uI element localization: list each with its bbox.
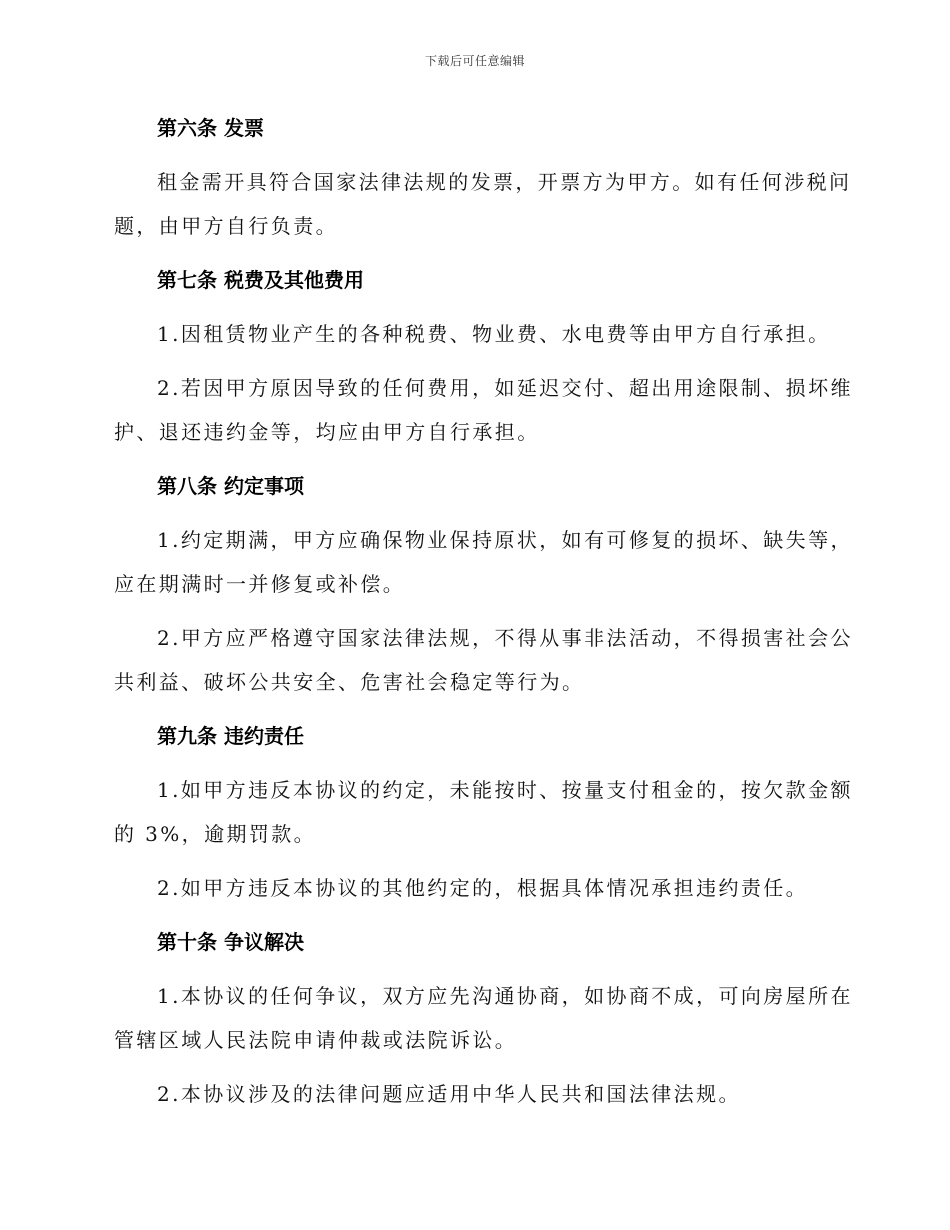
paragraph: [114, 1072, 834, 1116]
paragraph-line: 租金需开具符合国家法律法规的发票，开票方为甲方。如有任何涉税问: [157, 170, 852, 194]
article-heading: 第六条 发票: [157, 116, 264, 140]
paragraph-line: 1.约定期满，甲方应确保物业保持原状，如有可修复的损坏、缺失等，: [157, 528, 853, 552]
paragraph: [114, 160, 852, 248]
paragraph: [114, 866, 834, 910]
article-six: [114, 106, 852, 248]
article-nine: [114, 714, 853, 910]
article-ten: [114, 920, 853, 1116]
paragraph: [114, 312, 834, 356]
paragraph: [114, 366, 853, 454]
paragraph-line: 1.本协议的任何争议，双方应先沟通协商，如协商不成，可向房屋所在: [157, 984, 853, 1008]
paragraph: [114, 974, 853, 1062]
document-body: [114, 106, 853, 1126]
paragraph-line: 题，由甲方自行负责。: [114, 214, 338, 238]
article-heading: 第十条 争议解决: [157, 930, 304, 954]
paragraph-line: 2.本协议涉及的法律问题应适用中华人民共和国法律法规。: [157, 1082, 741, 1106]
paragraph-line: 1.因租赁物业产生的各种税费、物业费、水电费等由甲方自行承担。: [157, 322, 831, 346]
article-eight: [114, 464, 853, 704]
paragraph-line: 2.若因甲方原因导致的任何费用，如延迟交付、超出用途限制、损坏维: [157, 376, 853, 400]
article-heading: 第七条 税费及其他费用: [157, 268, 364, 292]
paragraph-line: 1.如甲方违反本协议的约定，未能按时、按量支付租金的，按欠款金额: [157, 778, 853, 802]
paragraph-line: 应在期满时一并修复或补偿。: [114, 572, 406, 596]
paragraph-line: 护、退还违约金等，均应由甲方自行承担。: [114, 420, 540, 444]
article-heading: 第八条 约定事项: [157, 474, 304, 498]
article-seven: [114, 258, 853, 454]
page-header-note: 下载后可任意编辑: [424, 54, 525, 68]
paragraph-line: 2.如甲方违反本协议的其他约定的，根据具体情况承担违约责任。: [157, 876, 809, 900]
paragraph-line: 共利益、破坏公共安全、危害社会稳定等行为。: [114, 670, 585, 694]
paragraph: [114, 518, 853, 606]
article-heading: 第九条 违约责任: [157, 724, 304, 748]
paragraph-line: 管辖区域人民法院申请仲裁或法院诉讼。: [114, 1028, 518, 1052]
paragraph-line: 2.甲方应严格遵守国家法律法规，不得从事非法活动，不得损害社会公: [157, 626, 853, 650]
paragraph: [114, 616, 853, 704]
paragraph: [114, 768, 853, 856]
paragraph-line: 的 3%，逾期罚款。: [114, 822, 317, 846]
